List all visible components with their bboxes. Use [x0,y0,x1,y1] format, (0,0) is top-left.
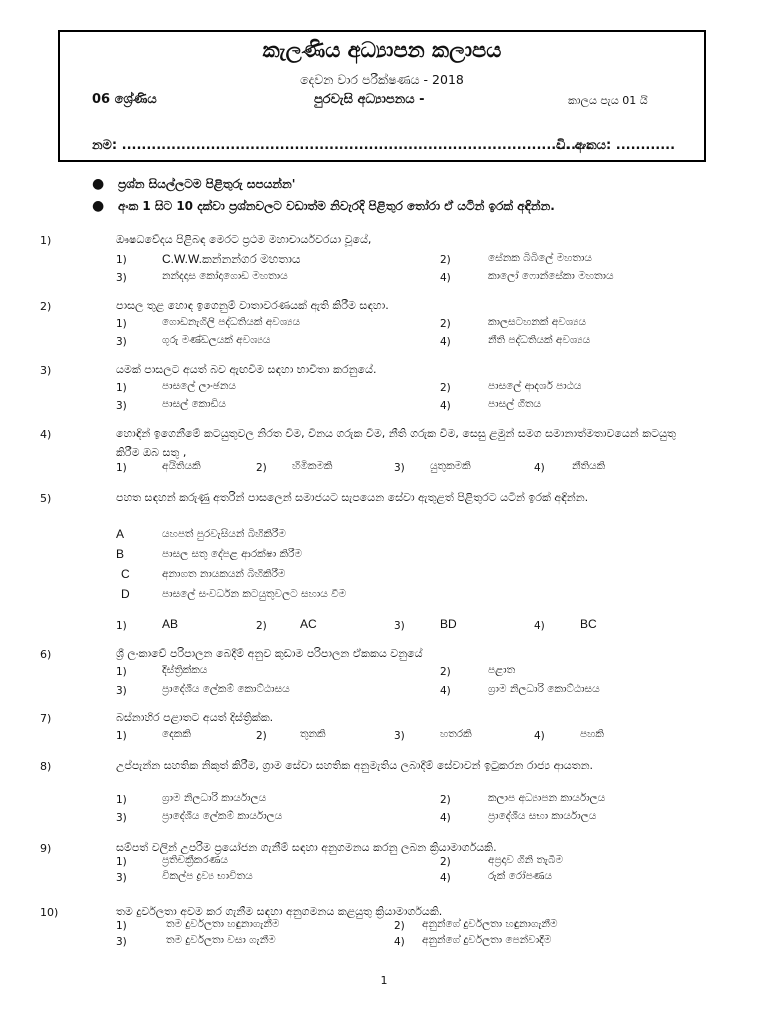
option-text: කලාප අධ්‍යාපන කාර්යාලය [488,792,606,804]
option-number: 2) [394,920,405,932]
index-number-field: වි. අංකය: ............ [556,138,676,153]
option-number: 1) [116,794,127,806]
question-text: ඖෂධවේදය පිළිබඳ මෙරට ප්‍රථම මහාචාර්යවරයා වූයේ, [116,233,372,246]
option-number: 1) [116,920,127,932]
option-number: 1) [116,620,127,632]
question-number: 2) [40,300,52,313]
question-number: 5) [40,492,52,505]
question-number: 1) [40,234,52,247]
question-number: 8) [40,760,52,773]
question-number: 9) [40,842,52,855]
option-text: යුතුකමකි [430,460,471,472]
question-text: පහත සඳහන් කරුණු අතරින් පාසලෙන් සමාජයට සැපයෙන සේවා ඇතුළත් පිළිතුරට යටින් ඉරක් අඳින්න. [116,491,589,504]
option-number: 4) [394,936,405,948]
question-text: හොඳින් ඉගෙනීමේ කටයුතුවල නිරත වීම, විනය ගරුක වීම, නීති ගරුක වීම, සෙසු ළමුන් සමග සමානාත්මතාවයෙන් කටයුතු කිරීම ඔබ සතු , [116,427,676,459]
instruction-item [92,198,555,214]
question-text: යමක් පාසලට අයත් බව ඇඟවීම සඳහා භාවිතා කරනුයේ. [116,363,377,376]
option-number: 4) [440,400,451,412]
option-text: සේනක බිබිලේ මහතාය [488,252,592,264]
question-number: 4) [40,428,52,441]
question-number: 3) [40,364,52,377]
option-text: ගුරු මණ්ඩලයක් අවශ්‍යය [162,334,271,346]
option-text: දිස්ත්‍රික්කය [162,664,208,676]
statement-text: පාසල සතු දේපළ ආරක්ෂා කිරීම [162,548,303,560]
option-number: 2) [440,318,451,330]
option-text: විකල්ප ද්‍රව්‍ය භාවිතය [162,870,253,882]
option-number: 2) [440,856,451,868]
option-text: නීති පද්ධතියක් අවශ්‍යය [488,334,591,346]
subject-label: පුරවැසි අධ්‍යාපනය - [314,92,425,107]
option-text: හිමිකමකි [292,460,333,472]
instruction-item [92,176,295,192]
exam-name: දෙවන වාර පරීක්ෂණය - 2018 [300,72,464,87]
option-number: 4) [440,685,451,697]
grade-label: 06 ශ්‍රේණිය [92,92,157,107]
option-text: ප්‍රතිචක්‍රීකරණය [162,854,228,866]
option-text: ප්‍රාදේශීය ලේකම් කොට්ඨාසය [162,683,290,695]
option-number: 3) [116,685,127,697]
option-text: නීතියකි [572,460,606,472]
option-number: 4) [534,730,545,742]
option-text: AC [300,617,317,631]
option-text: BC [580,617,597,631]
question-text: පාසල තුළ හොඳ ඉගෙනුම් වාතාවරණයක් ඇති කිරීම සඳහා. [116,299,389,312]
option-text: පහකි [580,728,604,740]
question-text: තම දුර්වලතා අවම කර ගැනීම සඳහා අනුගමනය කළයුතු ක්‍රියාමාර්ගයකි. [116,905,443,918]
instruction-text: ප්‍රශ්න සියල්ලටම පිළිතුරු සපයන්න' [118,176,296,191]
option-number: 3) [116,812,127,824]
school-name: කැලණිය අධ්‍යාපන කලාපය [262,38,502,62]
statement-letter: C [121,567,130,581]
question-number: 10) [40,906,59,919]
option-text: අප්‍රදාව ගිනි තැබීම [488,854,564,866]
option-text: ප්‍රාදේශීය සභා කාර්යාලය [488,810,597,822]
option-text: AB [162,617,179,631]
option-text: තම දුර්වලතා හඳුනාගැනීම [166,918,280,930]
option-number: 4) [440,872,451,884]
option-text: පාසල් කොඩිය [162,398,226,410]
option-number: 1) [116,856,127,868]
option-number: 1) [116,666,127,678]
option-number: 2) [256,462,267,474]
statement-letter: D [121,587,130,601]
question-number: 6) [40,648,52,661]
option-number: 2) [440,382,451,394]
option-text: අනුන්ගේ දුර්වලතා පෙන්වාදීම [422,934,552,946]
option-text: C.W.W.කන්නන්ගර මහතාය [162,252,301,266]
question-text: බස්නාහිර පළාතට අයත් දිස්ත්‍රික්ක. [116,711,274,724]
duration-label: කාලය පැය 01 යි [568,94,648,107]
option-text: කාලෝ ෆොන්සේකා මහතාය [488,270,614,282]
option-text: BD [440,617,457,631]
question-text: ශ්‍රී ලංකාවේ පරිපාලන බෙදීම් අනුව කුඩාම පරිපාලන ඒකකය වනුයේ [116,647,423,660]
option-text: දෙකකි [162,728,191,740]
option-text: තම දුර්වලතා වසා ගැනීම [166,934,276,946]
option-number: 2) [256,730,267,742]
question-text: සම්පත් වලින් උපරිම ප්‍රයෝජන ගැනීම් සඳහා අනුගමනය කරනු ලබන ක්‍රියාමාර්ගයකි. [116,841,497,854]
option-number: 2) [440,794,451,806]
option-number: 1) [116,730,127,742]
question-number: 7) [40,712,52,725]
option-text: පාසලේ ආදර්ශ පාඨය [488,380,582,392]
option-number: 1) [116,254,127,266]
option-number: 4) [534,462,545,474]
page-number: 1 [380,974,388,987]
option-text: තුනකි [300,728,326,740]
option-text: ගොඩනැගිලි පද්ධතියක් අවශ්‍යය [162,316,300,328]
option-number: 3) [116,336,127,348]
instruction-text: අංක 1 සිට 10 දක්වා ප්‍රශ්නවලට වඩාත්ම නිවැරදි පිළිතුර තෝරා ඒ යටින් ඉරක් අඳින්න. [118,198,555,213]
option-number: 3) [394,730,405,742]
statement-letter: B [116,547,125,561]
option-number: 4) [440,272,451,284]
option-number: 3) [116,936,127,948]
option-number: 3) [116,272,127,284]
option-number: 3) [394,462,405,474]
option-text: පාසලේ ලාංඡනය [162,380,236,392]
option-text: පළාත [488,664,516,676]
option-number: 3) [116,400,127,412]
option-number: 4) [534,620,545,632]
option-number: 2) [440,666,451,678]
statement-text: පාසලේ සංවර්ධන කටයුතුවලට සහාය වීම [162,588,347,600]
option-text: හතරකි [440,728,472,740]
option-text: අයිතියකි [162,460,201,472]
option-text: කාලසටහනක් අවශ්‍යය [488,316,587,328]
option-number: 3) [394,620,405,632]
option-number: 4) [440,812,451,824]
option-text: ග්‍රාම නිලධාරි කොට්ඨාසය [488,683,600,695]
statement-text: යහපත් පුරවැසියන් බිහිකිරීම [162,528,286,540]
option-text: රුක් රෝපණය [488,870,553,882]
option-text: ග්‍රාම නිලධාරි කාර්යාලය [162,792,267,804]
option-number: 4) [440,336,451,348]
option-text: ප්‍රාදේශීය ලේකම් කාර්යාලය [162,810,283,822]
name-field: නම: ............................................................................................... [92,138,591,153]
option-number: 1) [116,382,127,394]
option-number: 2) [256,620,267,632]
question-text: උප්පැන්න සහතික නිකුත් කිරීම, ග්‍රාම සේවා සහතික අනුමැතිය ලබාදීම් සේවාවන් ඉටුකරන රාජ්‍ය ආයතන. [116,759,593,772]
statement-letter: A [116,527,125,541]
bullet-icon: ● [92,198,105,214]
exam-header [58,30,706,162]
bullet-icon: ● [92,176,105,192]
option-number: 1) [116,318,127,330]
option-text: පාසල් ගීතය [488,398,542,410]
option-number: 2) [440,254,451,266]
option-text: නන්දදාස කෝදාගොඩ මහතාය [162,270,288,282]
option-text: අනුන්ගේ දුර්වලතා හඳුනාගැනීම [422,918,558,930]
option-number: 1) [116,462,127,474]
statement-text: අනාගත නායකයන් බිහිකිරීම [162,568,286,580]
option-number: 3) [116,872,127,884]
